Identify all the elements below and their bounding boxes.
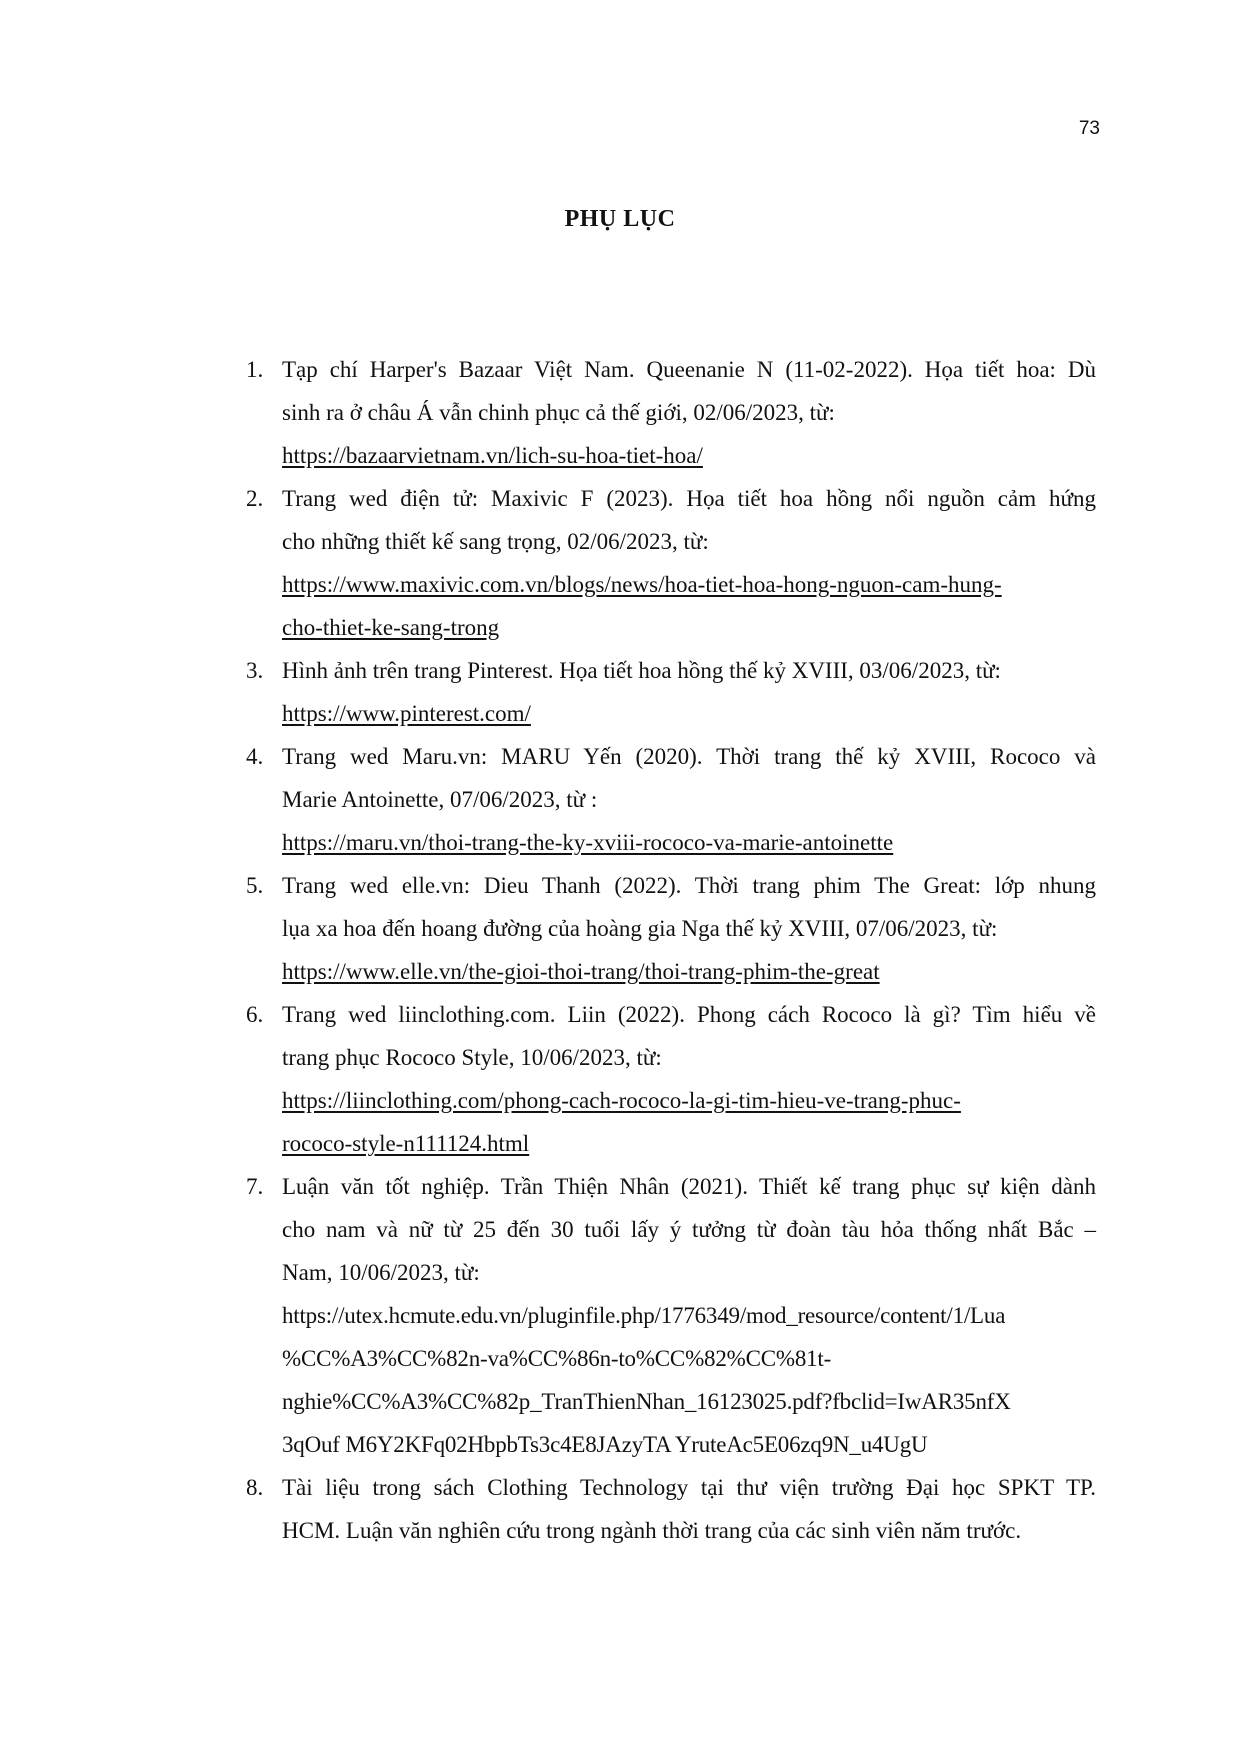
- reference-body: [282, 649, 1096, 735]
- reference-link[interactable]: https://www.pinterest.com/: [282, 701, 531, 726]
- reference-text-line: Trang wed điện tử: Maxivic F (2023). Họa tiết hoa hồng nổi nguồn cảm hứng: [282, 486, 1096, 511]
- reference-url-text: %CC%A3%CC%82n-va%CC%86n-to%CC%82%CC%81t-: [282, 1346, 832, 1371]
- reference-text-line: lụa xa hoa đến hoang đường của hoàng gia Nga thế kỷ XVIII, 07/06/2023, từ:: [282, 916, 998, 941]
- reference-item: [200, 1165, 1096, 1466]
- reference-url-text: https://utex.hcmute.edu.vn/pluginfile.php/1776349/mod_resource/content/1/Lua: [282, 1303, 1006, 1328]
- reference-text-line: Nam, 10/06/2023, từ:: [282, 1260, 480, 1285]
- reference-item: [200, 477, 1096, 649]
- reference-number: 5.: [246, 873, 264, 898]
- reference-link[interactable]: rococo-style-n111124.html: [282, 1131, 530, 1156]
- reference-body: [282, 993, 1096, 1165]
- reference-body: [282, 1165, 1096, 1466]
- reference-url-text: 3qOuf M6Y2KFq02HbpbTs3c4E8JAzyTA YruteAc5E06zq9N_u4UgU: [282, 1432, 928, 1457]
- reference-item: [200, 993, 1096, 1165]
- reference-item: [200, 735, 1096, 864]
- reference-body: [282, 348, 1096, 477]
- reference-text-line: Trang wed liinclothing.com. Liin (2022). Phong cách Rococo là gì? Tìm hiểu về: [282, 1002, 1096, 1027]
- reference-text-line: Hình ảnh trên trang Pinterest. Họa tiết hoa hồng thế kỷ XVIII, 03/06/2023, từ:: [282, 658, 1001, 683]
- reference-body: [282, 864, 1096, 993]
- reference-number: 4.: [246, 744, 264, 769]
- reference-item: [200, 649, 1096, 735]
- reference-number: 8.: [246, 1475, 264, 1500]
- reference-body: [282, 477, 1096, 649]
- reference-number: 1.: [246, 357, 264, 382]
- reference-item: [200, 1466, 1096, 1552]
- page-title: PHỤ LỤC: [564, 206, 676, 232]
- reference-link[interactable]: https://www.maxivic.com.vn/blogs/news/hoa-tiet-hoa-hong-nguon-cam-hung-: [282, 572, 1002, 597]
- reference-number: 6.: [246, 1002, 264, 1027]
- reference-text-line: Trang wed Maru.vn: MARU Yến (2020). Thời trang thế kỷ XVIII, Rococo và: [282, 744, 1096, 769]
- reference-text-line: Tài liệu trong sách Clothing Technology tại thư viện trường Đại học SPKT TP.: [282, 1475, 1096, 1500]
- reference-number: 3.: [246, 658, 264, 683]
- reference-link[interactable]: https://liinclothing.com/phong-cach-rococo-la-gi-tim-hieu-ve-trang-phuc-: [282, 1088, 961, 1113]
- reference-text-line: trang phục Rococo Style, 10/06/2023, từ:: [282, 1045, 662, 1070]
- reference-link[interactable]: https://www.elle.vn/the-gioi-thoi-trang/thoi-trang-phim-the-great: [282, 959, 880, 984]
- reference-item: [200, 348, 1096, 477]
- page-number: 73: [1078, 118, 1100, 139]
- reference-url-text: nghie%CC%A3%CC%82p_TranThienNhan_16123025.pdf?fbclid=IwAR35nfX: [282, 1389, 1011, 1414]
- reference-body: [282, 1466, 1096, 1552]
- reference-link[interactable]: cho-thiet-ke-sang-trong: [282, 615, 500, 640]
- reference-body: [282, 735, 1096, 864]
- reference-text-line: sinh ra ở châu Á vẫn chinh phục cả thế giới, 02/06/2023, từ:: [282, 400, 835, 425]
- reference-number: 7.: [246, 1174, 264, 1199]
- reference-item: [200, 864, 1096, 993]
- reference-text-line: cho những thiết kế sang trọng, 02/06/2023, từ:: [282, 529, 709, 554]
- reference-text-line: Luận văn tốt nghiệp. Trần Thiện Nhân (2021). Thiết kế trang phục sự kiện dành: [282, 1174, 1096, 1199]
- reference-text-line: HCM. Luận văn nghiên cứu trong ngành thời trang của các sinh viên năm trước.: [282, 1518, 1022, 1543]
- reference-text-line: Marie Antoinette, 07/06/2023, từ :: [282, 787, 598, 812]
- reference-text-line: cho nam và nữ từ 25 đến 30 tuổi lấy ý tưởng từ đoàn tàu hỏa thống nhất Bắc –: [282, 1217, 1096, 1242]
- reference-text-line: Tạp chí Harper's Bazaar Việt Nam. Queenanie N (11-02-2022). Họa tiết hoa: Dù: [282, 357, 1096, 382]
- reference-link[interactable]: https://bazaarvietnam.vn/lich-su-hoa-tiet-hoa/: [282, 443, 703, 468]
- reference-text-line: Trang wed elle.vn: Dieu Thanh (2022). Thời trang phim The Great: lớp nhung: [282, 873, 1096, 898]
- reference-link[interactable]: https://maru.vn/thoi-trang-the-ky-xviii-rococo-va-marie-antoinette: [282, 830, 894, 855]
- reference-list: [200, 348, 1096, 1552]
- reference-number: 2.: [246, 486, 264, 511]
